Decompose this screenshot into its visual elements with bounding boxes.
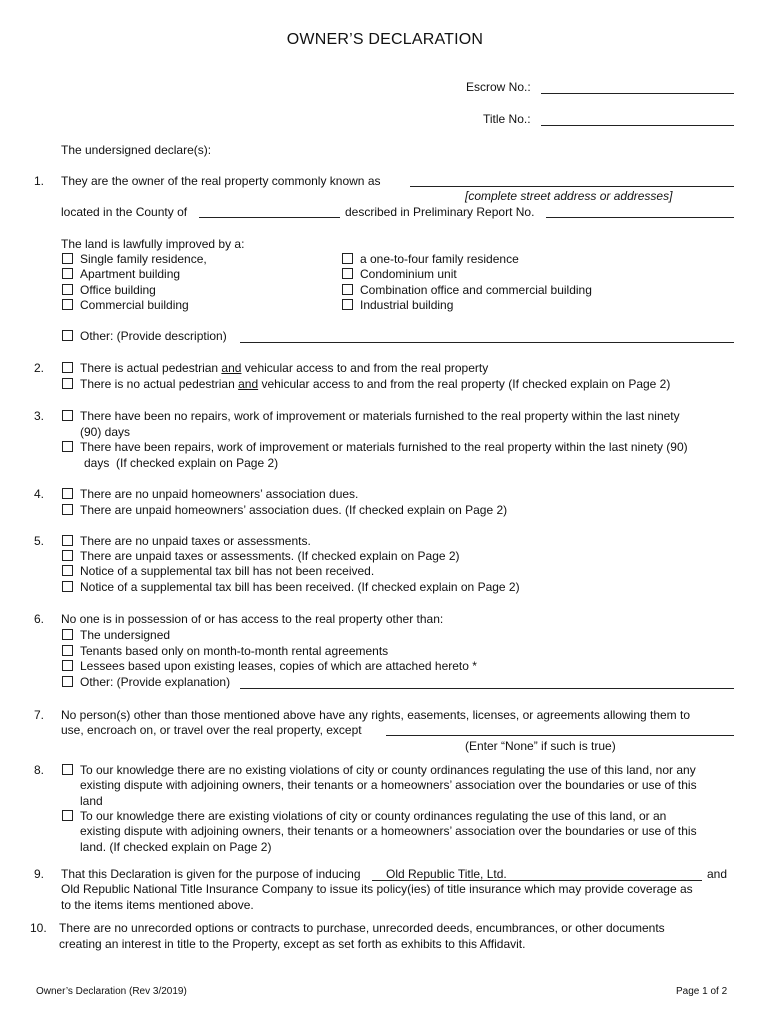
other-possession-checkbox[interactable] bbox=[62, 676, 73, 687]
undersigned-text: The undersigned declare(s): bbox=[61, 143, 212, 157]
access-yes-checkbox[interactable] bbox=[62, 362, 73, 373]
condominium-label: Condominium unit bbox=[360, 267, 457, 281]
violations-line3: land. (If checked explain on Page 2) bbox=[80, 840, 272, 854]
item1-text: They are the owner of the real property commonly known as bbox=[61, 174, 381, 188]
industrial-label: Industrial building bbox=[360, 298, 454, 312]
hoa-dues-checkbox[interactable] bbox=[62, 504, 73, 515]
item9-number: 9. bbox=[34, 867, 45, 881]
item7-line2: use, encroach on, or travel over the real property, except bbox=[61, 723, 362, 737]
item6-text: No one is in possession of or has access to the real property other than: bbox=[61, 612, 444, 626]
combination-label: Combination office and commercial building bbox=[360, 283, 592, 297]
commercial-label: Commercial building bbox=[80, 298, 189, 312]
supplemental-label: Notice of a supplemental tax bill has been received. (If checked explain on Page 2) bbox=[80, 580, 520, 594]
no-repairs-label-cont: (90) days bbox=[80, 425, 131, 439]
undersigned-label: The undersigned bbox=[80, 628, 171, 642]
item9-and: and bbox=[707, 867, 728, 881]
page-title: OWNER’S DECLARATION bbox=[286, 31, 484, 48]
repairs-checkbox[interactable] bbox=[62, 441, 73, 452]
item8-number: 8. bbox=[34, 763, 45, 777]
other-improvement-label: Other: (Provide description) bbox=[80, 329, 227, 343]
item10-number: 10. bbox=[30, 921, 47, 935]
item6-number: 6. bbox=[34, 612, 45, 626]
commercial-checkbox[interactable] bbox=[62, 299, 73, 310]
address-hint: [complete street address or addresses] bbox=[465, 189, 673, 203]
other-possession-label: Other: (Provide explanation) bbox=[80, 675, 231, 689]
access-no-checkbox[interactable] bbox=[62, 378, 73, 389]
no-violations-line3: land bbox=[80, 794, 103, 808]
condominium-checkbox[interactable] bbox=[342, 268, 353, 279]
item3-number: 3. bbox=[34, 409, 45, 423]
access-no-label: There is no actual pedestrian and vehicular access to and from the real property (If checked explain on Page 2) bbox=[80, 377, 671, 391]
no-unpaid-taxes-checkbox[interactable] bbox=[62, 535, 73, 546]
lessees-checkbox[interactable] bbox=[62, 660, 73, 671]
violations-line1: To our knowledge there are existing violations of city or county ordinances regulating the use of this land, or an bbox=[80, 809, 667, 823]
prelim-report-field[interactable] bbox=[546, 217, 734, 218]
no-hoa-dues-checkbox[interactable] bbox=[62, 488, 73, 499]
undersigned-checkbox[interactable] bbox=[62, 629, 73, 640]
lessees-label: Lessees based upon existing leases, copies of which are attached hereto * bbox=[80, 659, 477, 673]
no-supplemental-label: Notice of a supplemental tax bill has not been received. bbox=[80, 564, 375, 578]
footer-form-name: Owner’s Declaration (Rev 3/2019) bbox=[36, 986, 187, 997]
item9-line3: to the items items mentioned above. bbox=[61, 898, 254, 912]
county-field[interactable] bbox=[199, 217, 340, 218]
footer-page-number: Page 1 of 2 bbox=[676, 986, 728, 997]
access-yes-label: There is actual pedestrian and vehicular access to and from the real property bbox=[80, 361, 489, 375]
repairs-label: There have been repairs, work of improvement or materials furnished to the real property within the last ninety (90) bbox=[80, 440, 688, 454]
prelim-label: described in Preliminary Report No. bbox=[345, 205, 535, 219]
office-label: Office building bbox=[80, 283, 156, 297]
item7-line1: No person(s) other than those mentioned above have any rights, easements, licenses, or agreements allowing them to bbox=[61, 708, 691, 722]
item5-number: 5. bbox=[34, 534, 45, 548]
no-unpaid-taxes-label: There are no unpaid taxes or assessments. bbox=[80, 534, 311, 548]
no-hoa-dues-label: There are no unpaid homeowners’ association dues. bbox=[80, 487, 359, 501]
item1-number: 1. bbox=[34, 174, 45, 188]
escrow-label: Escrow No.: bbox=[466, 80, 531, 94]
item10-line1: There are no unrecorded options or contracts to purchase, unrecorded deeds, encumbrances, or other documents bbox=[59, 921, 665, 935]
hoa-dues-label: There are unpaid homeowners’ association dues. (If checked explain on Page 2) bbox=[80, 503, 508, 517]
none-hint: (Enter “None” if such is true) bbox=[465, 739, 616, 753]
improved-label: The land is lawfully improved by a: bbox=[61, 237, 245, 251]
inducing-company-field[interactable] bbox=[372, 880, 702, 881]
unpaid-taxes-label: There are unpaid taxes or assessments. (If checked explain on Page 2) bbox=[80, 549, 460, 563]
county-label: located in the County of bbox=[61, 205, 188, 219]
item4-number: 4. bbox=[34, 487, 45, 501]
other-improvement-field[interactable] bbox=[240, 342, 734, 343]
tenants-label: Tenants based only on month-to-month rental agreements bbox=[80, 644, 389, 658]
repairs-label-cont: days (If checked explain on Page 2) bbox=[84, 456, 279, 470]
title-no-label: Title No.: bbox=[483, 112, 531, 126]
single-family-checkbox[interactable] bbox=[62, 253, 73, 264]
other-possession-field[interactable] bbox=[240, 688, 734, 689]
unpaid-taxes-checkbox[interactable] bbox=[62, 550, 73, 561]
item2-number: 2. bbox=[34, 361, 45, 375]
no-repairs-label: There have been no repairs, work of improvement or materials furnished to the real property within the last ninety bbox=[80, 409, 680, 423]
escrow-field[interactable] bbox=[541, 93, 734, 94]
violations-line2: existing dispute with adjoining owners, their tenants or a homeowners’ association over the boundaries or use of this bbox=[80, 824, 697, 838]
item9-pre: That this Declaration is given for the purpose of inducing bbox=[61, 867, 361, 881]
no-supplemental-checkbox[interactable] bbox=[62, 565, 73, 576]
violations-checkbox[interactable] bbox=[62, 810, 73, 821]
tenants-checkbox[interactable] bbox=[62, 645, 73, 656]
no-violations-line1: To our knowledge there are no existing violations of city or county ordinances regulating the use of this land, nor any bbox=[80, 763, 696, 777]
industrial-checkbox[interactable] bbox=[342, 299, 353, 310]
combination-checkbox[interactable] bbox=[342, 284, 353, 295]
address-field[interactable] bbox=[410, 186, 734, 187]
no-repairs-checkbox[interactable] bbox=[62, 410, 73, 421]
item10-line2: creating an interest in title to the Property, except as set forth as exhibits to this Affidavit. bbox=[59, 937, 526, 951]
single-family-label: Single family residence, bbox=[80, 252, 207, 266]
one-to-four-checkbox[interactable] bbox=[342, 253, 353, 264]
item9-line2: Old Republic National Title Insurance Company to issue its policy(ies) of title insurance which may provide coverage as bbox=[61, 882, 693, 896]
supplemental-checkbox[interactable] bbox=[62, 581, 73, 592]
no-violations-checkbox[interactable] bbox=[62, 764, 73, 775]
apartment-checkbox[interactable] bbox=[62, 268, 73, 279]
other-improvement-checkbox[interactable] bbox=[62, 330, 73, 341]
no-violations-line2: existing dispute with adjoining owners, their tenants or a homeowners’ association over the boundaries or use of this bbox=[80, 778, 697, 792]
one-to-four-label: a one-to-four family residence bbox=[360, 252, 519, 266]
apartment-label: Apartment building bbox=[80, 267, 181, 281]
title-no-field[interactable] bbox=[541, 125, 734, 126]
inducing-company: Old Republic Title, Ltd. bbox=[386, 867, 507, 881]
item7-number: 7. bbox=[34, 708, 45, 722]
rights-exception-field[interactable] bbox=[386, 735, 734, 736]
office-checkbox[interactable] bbox=[62, 284, 73, 295]
